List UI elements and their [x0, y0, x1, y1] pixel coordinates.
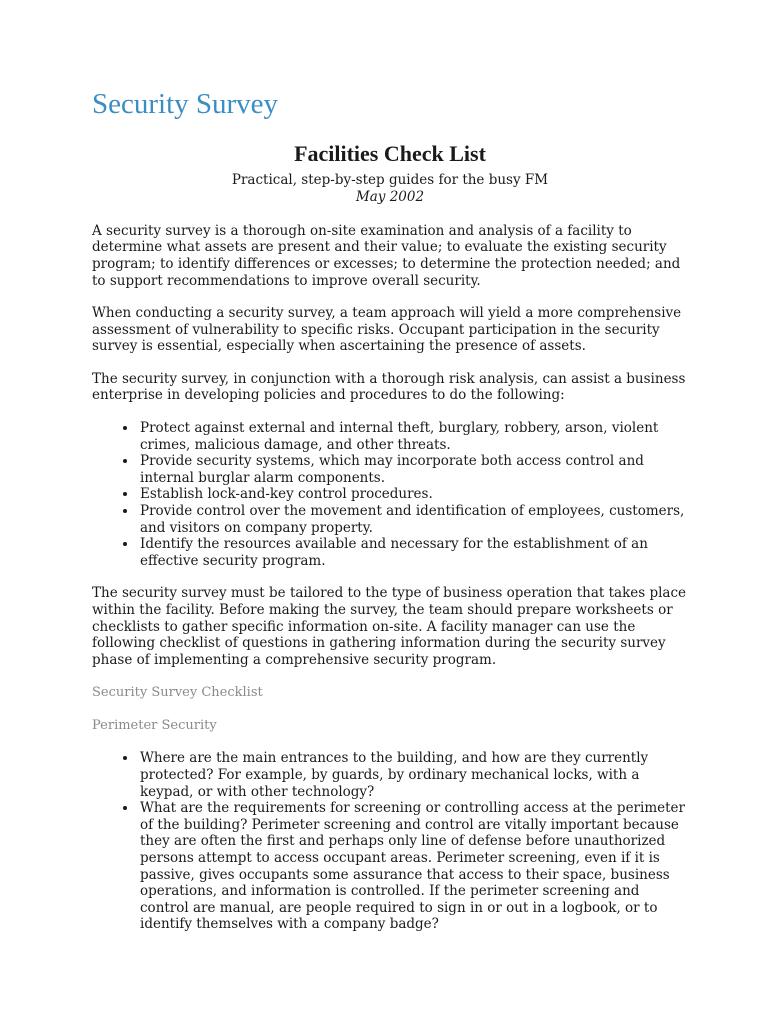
list-item: • Protect against external and internal theft, burglary, robbery, arson, violent crimes, malicious damage, and other threats.	[138, 420, 688, 453]
list-item: • Where are the main entrances to the building, and how are they currently protected? For example, by guards, by ordinary mechanical locks, with a keypad, or with other technology?	[138, 750, 688, 800]
list-item: • What are the requirements for screening or controlling access at the perimeter of the building? Perimeter screening and control are vitally important because they are often the first and perhaps only line of defense before unauthorized persons attempt to access occupant areas. Perimeter screening, even if it is passive, gives occupants some assurance that access to their space, business operations, and information is controlled. If the perimeter screening and control are manual, are people required to sign in or out in a logbook, or to identify themselves with a company badge?	[138, 800, 688, 933]
tailoring-paragraph: The security survey must be tailored to the type of business operation that takes place within the facility. Before making the survey, the team should prepare worksheets or checklists to gather specific information on-site. A facility manager can use the following checklist of questions in gathering information during the security survey phase of implementing a comprehensive security program.	[92, 585, 687, 668]
checklist-heading: Security Survey Checklist	[92, 685, 263, 701]
list-item: • Provide security systems, which may incorporate both access control and internal burglar alarm components.	[138, 453, 688, 486]
document-header	[92, 141, 688, 205]
perimeter-heading: Perimeter Security	[92, 718, 217, 734]
list-item: • Provide control over the movement and identification of employees, customers, and visitors on company property.	[138, 503, 688, 536]
risk-analysis-paragraph: The security survey, in conjunction with a thorough risk analysis, can assist a business enterprise in developing policies and procedures to do the following:	[92, 370, 686, 404]
list-item: • Identify the resources available and necessary for the establishment of an effective security program.	[138, 536, 688, 569]
document-subtitle: Facilities Check List	[294, 141, 486, 167]
list-item: • Establish lock-and-key control procedures.	[138, 486, 688, 503]
document-date: May 2002	[355, 188, 425, 205]
intro-paragraph: A security survey is a thorough on-site examination and analysis of a facility to determine what assets are present and their value; to evaluate the existing security program; to identify differences or excesses; to determine the protection needed; and to support recommendations to improve overall security.	[92, 222, 681, 289]
document-tagline: Practical, step-by-step guides for the busy FM	[231, 171, 549, 188]
perimeter-questions-list	[92, 750, 688, 933]
document-title: Security Survey	[92, 88, 279, 120]
objectives-list	[92, 420, 688, 569]
team-approach-paragraph: When conducting a security survey, a team approach will yield a more comprehensive assessment of vulnerability to specific risks. Occupant participation in the security survey is essential, especially when ascertaining the presence of assets.	[92, 305, 682, 355]
